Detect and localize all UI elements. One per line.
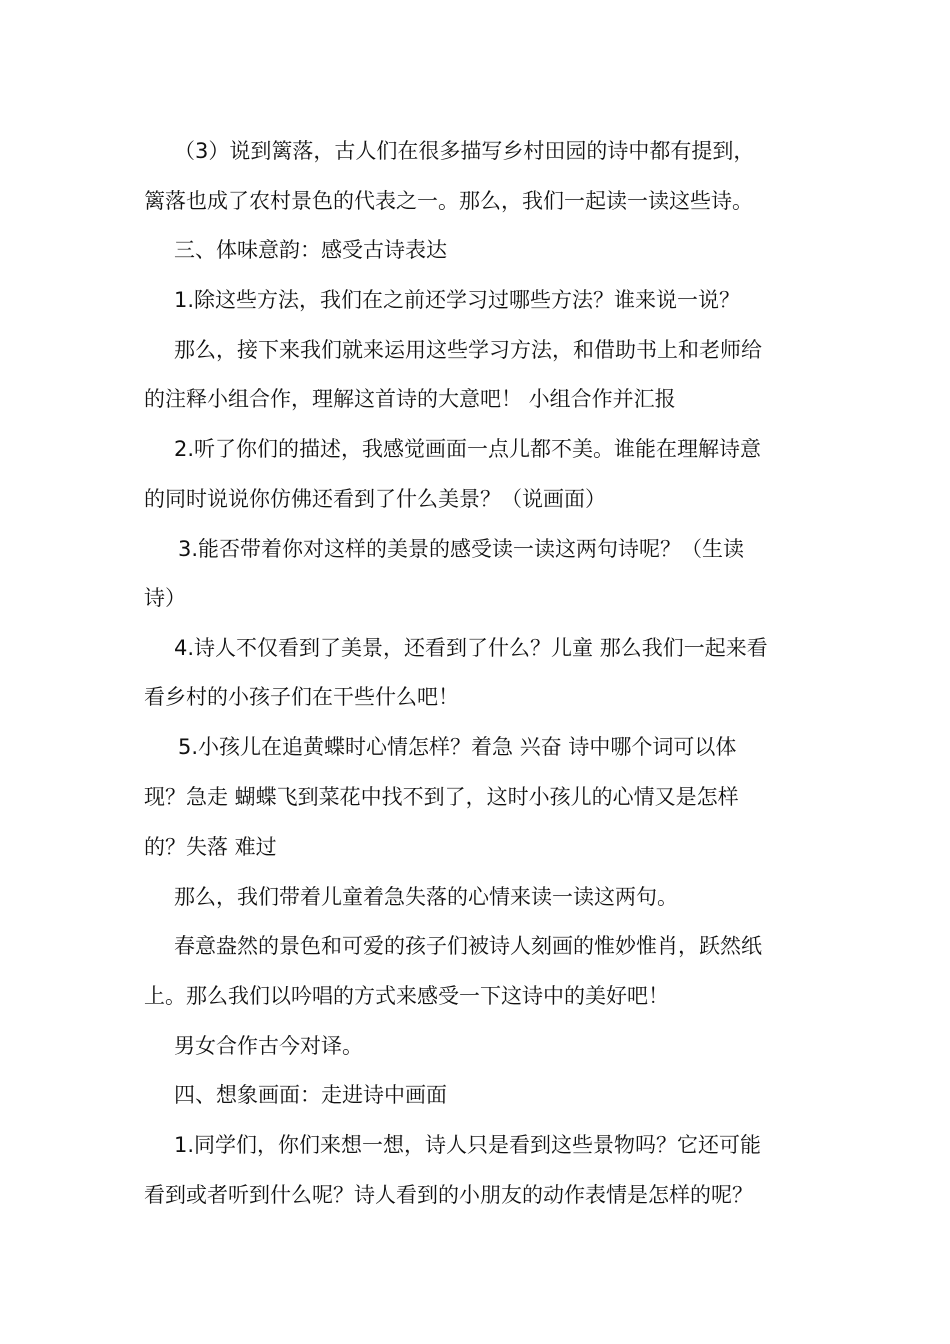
text-line-16: 那么，我们带着儿童着急失落的心情来读一读这两句。 bbox=[174, 885, 678, 909]
text-line-13: 5.小孩儿在追黄蝶时心情怎样？着急 兴奋 诗中哪个词可以体 bbox=[178, 735, 737, 759]
text-line-11: 4.诗人不仅看到了美景，还看到了什么？儿童 那么我们一起来看 bbox=[174, 636, 768, 660]
text-line-9: 3.能否带着你对这样的美景的感受读一读这两句诗呢？（生读 bbox=[178, 537, 745, 561]
section-heading-20: 四、想象画面：走进诗中画面 bbox=[174, 1083, 447, 1107]
text-line-12: 看乡村的小孩子们在干些什么吧！ bbox=[144, 685, 459, 709]
text-line-7: 2.听了你们的描述，我感觉画面一点儿都不美。谁能在理解诗意 bbox=[174, 437, 762, 461]
text-line-19: 男女合作古今对译。 bbox=[174, 1034, 363, 1058]
text-line-21: 1.同学们，你们来想一想，诗人只是看到这些景物吗？它还可能 bbox=[174, 1133, 762, 1157]
text-line-10: 诗） bbox=[144, 586, 186, 610]
section-heading-3: 三、体味意韵：感受古诗表达 bbox=[174, 238, 447, 262]
text-line-17: 春意盎然的景色和可爱的孩子们被诗人刻画的惟妙惟肖，跃然纸 bbox=[174, 934, 762, 958]
text-line-8: 的同时说说你仿佛还看到了什么美景？（说画面） bbox=[144, 487, 606, 511]
text-line-2: 篱落也成了农村景色的代表之一。那么，我们一起读一读这些诗。 bbox=[144, 189, 753, 213]
text-line-6: 的注释小组合作，理解这首诗的大意吧！ 小组合作并汇报 bbox=[144, 387, 676, 411]
text-line-22: 看到或者听到什么呢？诗人看到的小朋友的动作表情是怎样的呢？ bbox=[144, 1183, 753, 1207]
text-line-4: 1.除这些方法，我们在之前还学习过哪些方法？谁来说一说？ bbox=[174, 288, 741, 312]
text-line-5: 那么，接下来我们就来运用这些学习方法，和借助书上和老师给 bbox=[174, 338, 762, 362]
text-line-15: 的？失落 难过 bbox=[144, 835, 277, 859]
text-line-1: （3）说到篱落，古人们在很多描写乡村田园的诗中都有提到， bbox=[174, 139, 755, 163]
text-line-14: 现？急走 蝴蝶飞到菜花中找不到了，这时小孩儿的心情又是怎样 bbox=[144, 785, 739, 809]
text-line-18: 上。那么我们以吟唱的方式来感受一下这诗中的美好吧！ bbox=[144, 984, 669, 1008]
